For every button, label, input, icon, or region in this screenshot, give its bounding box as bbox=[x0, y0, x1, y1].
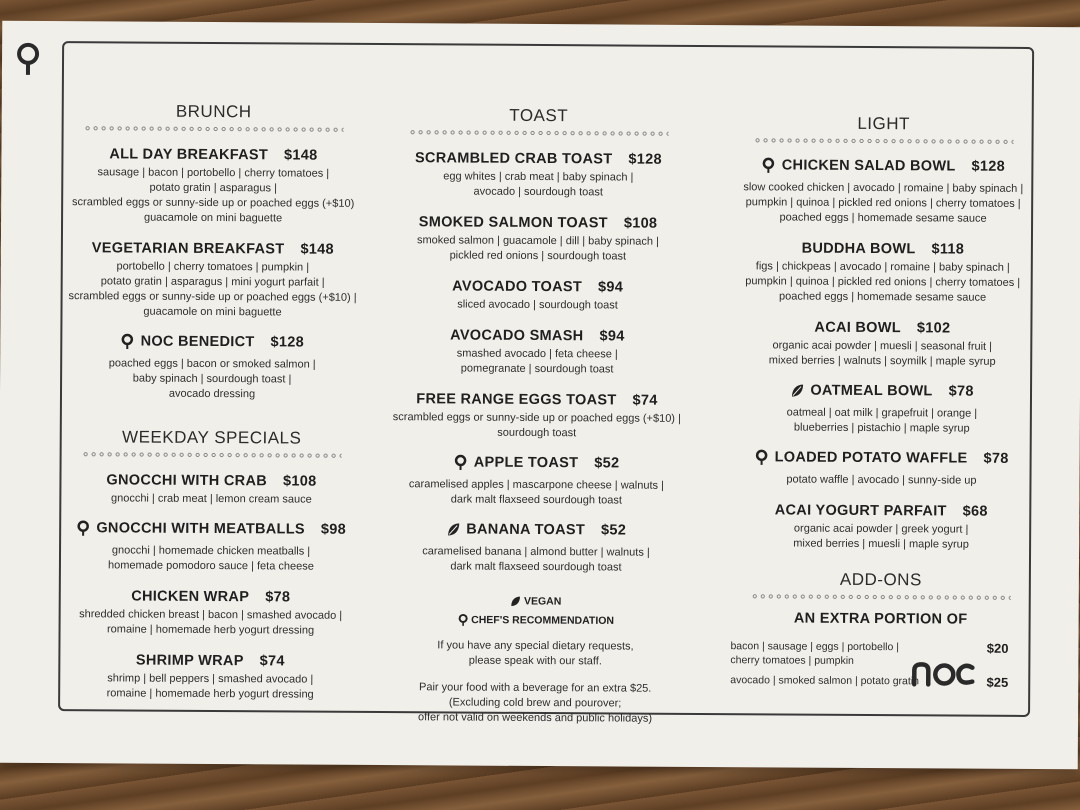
menu-item bbox=[373, 149, 703, 201]
item-price: $128 bbox=[270, 334, 305, 351]
item-name: AVOCADO TOAST bbox=[452, 278, 583, 296]
item-description: scrambled eggs or sunny-side up or poached eggs (+$10) | sourdough toast bbox=[392, 411, 681, 440]
item-name: FREE RANGE EGGS TOAST bbox=[416, 391, 617, 409]
chefs-recommendation-icon bbox=[454, 454, 468, 470]
menu-item bbox=[731, 449, 1031, 489]
menu-item bbox=[733, 239, 1033, 306]
toast-column bbox=[370, 105, 704, 727]
location-pin-icon bbox=[14, 41, 42, 77]
item-price: $108 bbox=[282, 473, 317, 490]
item-name: CHICKEN WRAP bbox=[131, 588, 250, 606]
chefs-recommendation-icon bbox=[755, 449, 769, 465]
item-price: $74 bbox=[632, 392, 658, 409]
item-description: portobello | cherry tomatoes | pumpkin | potato gratin | asparagus | mini yogurt parfait | scrambled eggs or sunny-side up or poached eggs (+$10) | guacamole on mini baguette bbox=[68, 260, 357, 319]
item-description: caramelised banana | almond butter | walnuts | dark malt flaxseed sourdough toast bbox=[422, 545, 650, 574]
item-name: APPLE TOAST bbox=[473, 454, 579, 472]
beverage-note: Pair your food with a beverage for an extra $25. (Excluding cold brew and pourover; offer not valid on weekends and public holidays) bbox=[417, 681, 653, 725]
item-name: SMOKED SALMON TOAST bbox=[418, 214, 608, 232]
item-name: CHICKEN SALAD BOWL bbox=[781, 157, 956, 175]
item-price: $94 bbox=[599, 328, 625, 345]
item-name: OATMEAL BOWL bbox=[810, 382, 933, 400]
item-description: smashed avocado | feta cheese | pomegranate | sourdough toast bbox=[456, 347, 618, 376]
noc-logo bbox=[910, 658, 976, 688]
menu-item bbox=[52, 239, 372, 321]
item-price: $74 bbox=[259, 653, 285, 670]
item-name: VEGETARIAN BREAKFAST bbox=[91, 240, 285, 258]
item-name: ACAI YOGURT PARFAIT bbox=[774, 502, 947, 520]
legend-vegan: VEGAN bbox=[371, 594, 701, 609]
add-on-price: $20 bbox=[986, 640, 1009, 656]
menu-item bbox=[51, 471, 371, 508]
item-name: SHRIMP WRAP bbox=[135, 652, 244, 670]
menu-item bbox=[732, 382, 1032, 437]
menu-item bbox=[50, 651, 370, 703]
item-price: $102 bbox=[916, 320, 951, 337]
item-name: GNOCCHI WITH CRAB bbox=[106, 472, 268, 490]
menu-item bbox=[371, 454, 701, 509]
item-price: $128 bbox=[971, 158, 1006, 175]
dietary-note: If you have any special dietary requests, please speak with our staff. bbox=[437, 639, 634, 668]
item-price: $78 bbox=[265, 589, 291, 606]
menu-item bbox=[373, 277, 703, 314]
item-name: GNOCCHI WITH MEATBALLS bbox=[96, 520, 305, 538]
chefs-recommendation-icon bbox=[76, 520, 90, 536]
brunch-title: BRUNCH bbox=[175, 101, 252, 122]
chefs-recommendation-icon bbox=[457, 613, 468, 626]
menu-item bbox=[372, 390, 702, 442]
add-ons-title: ADD-ONS bbox=[839, 569, 922, 590]
menu-item bbox=[732, 318, 1032, 370]
menu-sheet bbox=[0, 21, 1080, 770]
item-description: organic acai powder | muesli | seasonal fruit | mixed berries | walnuts | soymilk | maple syrup bbox=[768, 339, 996, 368]
add-on-row bbox=[730, 639, 1030, 669]
item-description: gnocchi | homemade chicken meatballs | homemade pomodoro sauce | feta cheese bbox=[107, 544, 314, 573]
item-name: ACAI BOWL bbox=[814, 319, 901, 337]
add-on-description: bacon | sausage | eggs | portobello | cherry tomatoes | pumpkin bbox=[730, 640, 900, 667]
menu-item bbox=[51, 587, 371, 639]
item-description: shrimp | bell peppers | smashed avocado | romaine | homemade herb yogurt dressing bbox=[106, 672, 314, 701]
item-price: $128 bbox=[628, 151, 662, 168]
legend-chefs-recommendation: CHEF'S RECOMMENDATION bbox=[371, 613, 701, 628]
item-price: $98 bbox=[320, 521, 347, 538]
brunch-column bbox=[50, 101, 374, 703]
dotted-divider bbox=[409, 129, 669, 137]
menu-item bbox=[51, 520, 371, 575]
menu-item bbox=[731, 501, 1031, 553]
light-title: LIGHT bbox=[857, 113, 911, 134]
weekday-specials-title: WEEKDAY SPECIALS bbox=[122, 427, 302, 448]
menu-item bbox=[53, 145, 373, 227]
vegan-leaf-icon bbox=[790, 383, 804, 399]
item-description: potato waffle | avocado | sunny-side up bbox=[786, 473, 977, 487]
item-description: organic acai powder | greek yogurt | mixed berries | muesli | maple syrup bbox=[793, 522, 969, 551]
dotted-divider bbox=[82, 451, 342, 459]
vegan-leaf-icon bbox=[510, 595, 521, 608]
item-name: ALL DAY BREAKFAST bbox=[109, 146, 269, 164]
dotted-divider bbox=[754, 137, 1014, 145]
add-on-description: avocado | smoked salmon | potato gratin bbox=[730, 674, 920, 688]
chefs-recommendation-icon bbox=[762, 157, 776, 173]
item-description: sausage | bacon | portobello | cherry tomatoes | potato gratin | asparagus | scrambled eggs or sunny-side up or poached eggs (+$10) guacamole on mini baguette bbox=[72, 166, 355, 225]
item-description: poached eggs | bacon or smoked salmon | baby spinach | sourdough toast | avocado dressing bbox=[108, 357, 316, 401]
dotted-divider bbox=[751, 593, 1011, 601]
item-price: $148 bbox=[300, 241, 334, 258]
item-description: gnocchi | crab meat | lemon cream sauce bbox=[110, 492, 312, 506]
item-price: $52 bbox=[594, 455, 620, 472]
item-description: figs | chickpeas | avocado | romaine | baby spinach | pumpkin | quinoa | pickled red onions | cherry tomatoes | poached eggs | homemade sesame sauce bbox=[745, 260, 1021, 304]
toast-title: TOAST bbox=[509, 105, 569, 126]
add-ons-subtitle: AN EXTRA PORTION OF bbox=[793, 610, 968, 628]
menu-item bbox=[371, 521, 701, 576]
item-price: $94 bbox=[597, 279, 624, 296]
item-description: sliced avocado | sourdough toast bbox=[457, 298, 618, 312]
item-description: egg whites | crab meat | baby spinach | avocado | sourdough toast bbox=[443, 170, 634, 199]
item-price: $78 bbox=[948, 383, 974, 400]
item-description: oatmeal | oat milk | grapefruit | orange | blueberries | pistachio | maple syrup bbox=[786, 406, 978, 435]
item-description: caramelised apples | mascarpone cheese | walnuts | dark malt flaxseed sourdough toast bbox=[408, 478, 664, 507]
item-name: AVOCADO SMASH bbox=[450, 327, 584, 345]
item-price: $52 bbox=[600, 522, 627, 539]
item-name: BANANA TOAST bbox=[466, 521, 586, 539]
light-column bbox=[730, 113, 1034, 690]
item-price: $148 bbox=[284, 147, 318, 164]
menu-item bbox=[373, 213, 703, 265]
item-price: $108 bbox=[623, 215, 658, 232]
item-name: LOADED POTATO WAFFLE bbox=[774, 449, 968, 467]
item-price: $118 bbox=[931, 241, 965, 258]
item-name: NOC BENEDICT bbox=[140, 333, 255, 351]
vegan-leaf-icon bbox=[446, 521, 460, 537]
item-name: SCRAMBLED CRAB TOAST bbox=[414, 150, 613, 168]
item-description: shredded chicken breast | bacon | smashed avocado | romaine | homemade herb yogurt dressing bbox=[79, 608, 343, 637]
menu-item bbox=[733, 157, 1033, 227]
dotted-divider bbox=[84, 125, 344, 133]
menu-item bbox=[372, 326, 702, 378]
item-description: smoked salmon | guacamole | dill | baby spinach | pickled red onions | sourdough toast bbox=[416, 234, 659, 263]
item-price: $78 bbox=[983, 450, 1009, 467]
menu-frame bbox=[58, 41, 1034, 725]
item-name: BUDDHA BOWL bbox=[801, 240, 916, 258]
add-on-row bbox=[730, 673, 1030, 690]
add-on-price: $25 bbox=[986, 674, 1009, 690]
chefs-recommendation-icon bbox=[121, 333, 135, 349]
item-price: $68 bbox=[962, 503, 988, 520]
menu-item bbox=[52, 333, 372, 403]
item-description: slow cooked chicken | avocado | romaine | baby spinach | pumpkin | quinoa | pickled red onions | cherry tomatoes | poached eggs | homemade sesame sauce bbox=[743, 181, 1024, 225]
